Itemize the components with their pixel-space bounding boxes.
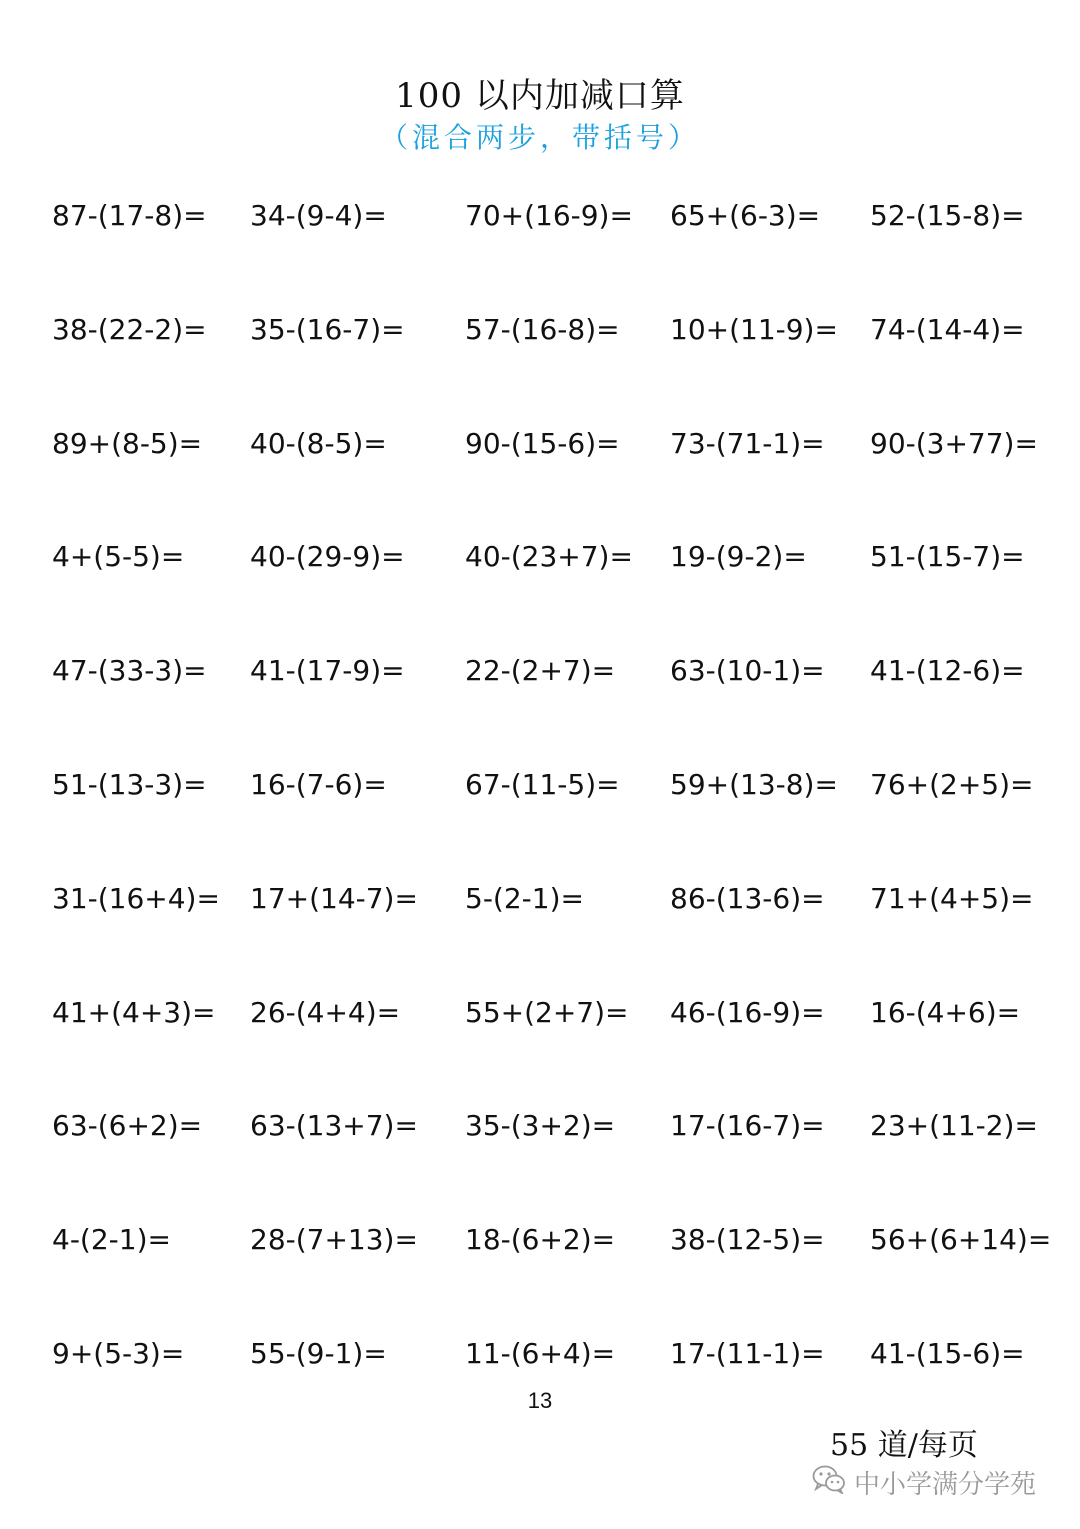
problem-row [0,1220,1080,1334]
wechat-icon-svg [812,1464,846,1494]
problem-item: 9+(5-3)= [52,1336,185,1370]
problem-item: 34-(9-4)= [250,199,387,232]
problem-item: 76+(2+5)= [870,767,1034,801]
problem-item: 63-(13+7)= [250,1109,418,1143]
problem-item: 18-(6+2)= [465,1223,616,1257]
problem-item: 16-(4+6)= [870,995,1021,1029]
watermark-text: 中小学满分学苑 [854,1469,1037,1500]
problem-item: 41-(12-6)= [870,654,1025,688]
problem-item: 55+(2+7)= [465,995,629,1029]
problem-item: 63-(6+2)= [52,1109,203,1143]
problem-item: 41-(15-6)= [870,1336,1025,1370]
problem-item: 51-(13-3)= [52,767,207,801]
problem-item: 38-(12-5)= [670,1223,825,1257]
problem-item: 86-(13-6)= [670,881,825,915]
problem-item: 40-(8-5)= [250,426,387,460]
problem-item: 71+(4+5)= [870,881,1034,915]
problem-item: 5-(2-1)= [465,881,584,915]
problem-row [0,1106,1080,1220]
problem-row [0,196,1080,310]
page-number: 13 [527,1388,553,1413]
problem-item: 10+(11-9)= [670,312,838,346]
problem-item: 17+(14-7)= [250,881,418,915]
problem-item: 31-(16+4)= [52,881,220,915]
problem-row [0,651,1080,765]
problem-item: 23+(11-2)= [870,1109,1038,1143]
problem-item: 47-(33-3)= [52,654,207,688]
problem-item: 74-(14-4)= [870,312,1025,346]
problem-item: 65+(6-3)= [670,199,821,232]
problem-item: 67-(11-5)= [465,767,620,801]
problem-item: 28-(7+13)= [250,1223,418,1257]
problem-item: 52-(15-8)= [870,199,1025,232]
watermark [812,1462,1036,1502]
problem-item: 70+(16-9)= [465,199,633,232]
problem-item: 87-(17-8)= [52,199,207,232]
problem-row [0,765,1080,879]
problem-item: 17-(16-7)= [670,1109,825,1143]
problem-row [0,879,1080,993]
problem-item: 55-(9-1)= [250,1336,387,1370]
problem-grid [0,196,1080,1448]
wechat-icon [812,1464,846,1501]
problem-item: 17-(11-1)= [670,1336,825,1370]
problem-item: 90-(15-6)= [465,426,620,460]
problem-item: 46-(16-9)= [670,995,825,1029]
problem-item: 4+(5-5)= [52,540,185,574]
problem-item: 57-(16-8)= [465,312,620,346]
problem-item: 41+(4+3)= [52,995,216,1029]
problem-row [0,310,1080,424]
problem-row [0,424,1080,538]
problem-item: 40-(23+7)= [465,540,633,574]
problem-item: 35-(16-7)= [250,312,405,346]
problem-row [0,537,1080,651]
problem-item: 19-(9-2)= [670,540,807,574]
problem-item: 4-(2-1)= [52,1223,171,1257]
problem-item: 38-(22-2)= [52,312,207,346]
problem-item: 56+(6+14)= [870,1223,1052,1257]
problem-item: 26-(4+4)= [250,995,401,1029]
problem-row [0,993,1080,1107]
problem-item: 51-(15-7)= [870,540,1025,574]
problem-item: 73-(71-1)= [670,426,825,460]
problem-item: 41-(17-9)= [250,654,405,688]
problem-item: 40-(29-9)= [250,540,405,574]
problems-per-page: 55 道/每页 [830,1428,978,1463]
page-subtitle: （混合两步，带括号） [379,121,700,154]
problem-item: 89+(8-5)= [52,426,203,460]
problem-item: 63-(10-1)= [670,654,825,688]
page-title: 100 以内加减口算 [395,76,685,116]
problem-item: 16-(7-6)= [250,767,387,801]
problem-item: 35-(3+2)= [465,1109,616,1143]
problem-item: 22-(2+7)= [465,654,616,688]
problem-item: 59+(13-8)= [670,767,838,801]
problem-item: 11-(6+4)= [465,1336,616,1370]
problem-item: 90-(3+77)= [870,426,1038,460]
